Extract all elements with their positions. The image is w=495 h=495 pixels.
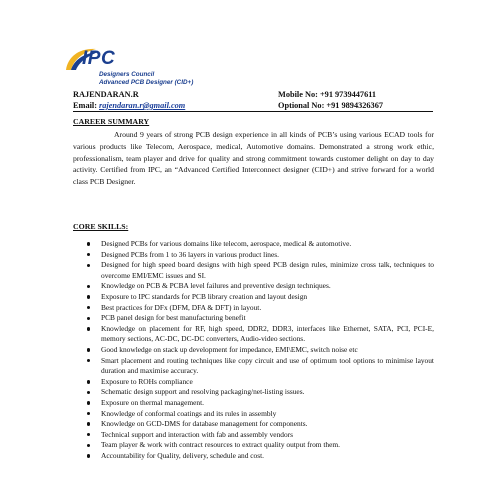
email-line xyxy=(73,101,185,110)
skill-text: Best practices for DFx (DFM, DFA & DFT) in layout. xyxy=(101,302,262,312)
skill-text: Technical support and interaction with fab and assembly vendors xyxy=(101,429,293,439)
skill-item xyxy=(73,377,434,388)
skill-item xyxy=(73,398,434,409)
skill-text: Designed PCBs for various domains like telecom, aerospace, medical & automotive. xyxy=(101,239,352,248)
bullet-icon xyxy=(87,306,90,309)
bullet-icon xyxy=(87,295,90,298)
skill-text: Knowledge on placement for RF, high speed, DDR2, DDR3, interfaces like Ethernet, SATA, PCI, PCI-E, memory sections, AC-DC, DC-DC converters, Audio-video sections. xyxy=(101,323,434,344)
skill-item xyxy=(73,430,434,441)
bullet-icon xyxy=(87,327,90,330)
bullet-icon xyxy=(87,380,90,383)
skill-item xyxy=(73,313,434,324)
skill-item xyxy=(73,451,434,462)
core-skills-title: CORE SKILLS: xyxy=(73,222,129,231)
skill-text: Schematic design support and resolving packaging/net-listing issues. xyxy=(101,387,305,397)
skill-text: Exposure to ROHs compliance xyxy=(101,376,193,386)
skill-item xyxy=(73,419,434,430)
skill-item xyxy=(73,356,434,377)
mobile-number: Mobile No: +91 9739447611 xyxy=(278,90,377,99)
skill-text: Designed PCBs from 1 to 36 layers in various product lines. xyxy=(101,249,279,259)
skill-item xyxy=(73,387,434,398)
optional-number: Optional No: +91 9894326367 xyxy=(278,101,383,110)
header-divider xyxy=(73,111,433,112)
bullet-icon xyxy=(87,433,90,436)
email-link[interactable]: rajendaran.r@gmail.com xyxy=(99,101,186,110)
skill-item xyxy=(73,239,434,250)
bullet-icon xyxy=(87,391,90,394)
bullet-icon xyxy=(87,242,90,245)
ipc-logo xyxy=(62,46,222,90)
skill-item xyxy=(73,292,434,303)
skill-item xyxy=(73,440,434,451)
skill-text: Designed for high speed board designs with high speed PCB design rules, minimize cross talk, techniques to overcome EMI/EMC issues and SI. xyxy=(101,260,434,280)
skill-text: Knowledge on GCD-DMS for database management for components. xyxy=(101,419,308,429)
skill-text: Exposure on thermal management. xyxy=(101,397,205,407)
bullet-icon xyxy=(87,348,90,351)
bullet-icon xyxy=(87,359,90,362)
core-skills-list xyxy=(73,239,434,461)
skill-text: PCB panel design for best manufacturing benefit xyxy=(101,313,246,323)
skill-item xyxy=(73,409,434,420)
bullet-icon xyxy=(87,317,90,320)
bullet-icon xyxy=(87,264,90,267)
bullet-icon xyxy=(87,412,90,415)
skill-item xyxy=(73,250,434,261)
logo-brand: IPC xyxy=(82,48,116,69)
bullet-icon xyxy=(87,444,90,447)
skill-text: Accountability for Quality, delivery, schedule and cost. xyxy=(101,450,265,460)
logo-subtitle-line2: Advanced PCB Designer (CID+) xyxy=(99,78,194,86)
skill-text: Smart placement and routing techniques like copy circuit and use of optimum tool options to minimise layout duration and maximise accuracy. xyxy=(101,355,434,376)
skill-text: Knowledge on PCB & PCBA level failures and preventive design techniques. xyxy=(101,281,331,291)
skill-item xyxy=(73,303,434,314)
bullet-icon xyxy=(87,401,90,404)
skill-text: Good knowledge on stack up development for impedance, EMI\EMC, switch noise etc xyxy=(101,344,358,354)
career-summary-title: CAREER SUMMARY xyxy=(73,117,150,126)
skill-text: Knowledge of conformal coatings and its rules in assembly xyxy=(101,408,277,418)
candidate-name: RAJENDARAN.R xyxy=(73,90,139,99)
bullet-icon xyxy=(87,285,90,288)
skill-item xyxy=(73,345,434,356)
skill-item xyxy=(73,281,434,292)
logo-subtitle-line1: Designers Council xyxy=(99,71,155,78)
skill-item xyxy=(73,260,434,281)
bullet-icon xyxy=(87,422,90,425)
skill-text: Exposure to IPC standards for PCB library creation and layout design xyxy=(101,291,308,301)
logo-subtitle xyxy=(99,71,193,86)
career-summary-text: Around 9 years of strong PCB design experience in all kinds of PCB’s using various ECAD tools for various products like Telecom, Aerospace, medical, Automotive domains. Demonstrated a strong work ethic, professionalism, team player and drive for quality and strong commitment towards customer delight on day to day activity. Certified from IPC, an “Advanced Certified Interconnect designer (CID+) and strive forward for a world class PCB Designer. xyxy=(73,130,434,187)
skill-text: Team player & work with contract resources to extract quality output from them. xyxy=(101,440,340,450)
skill-item xyxy=(73,324,434,345)
email-label: Email: xyxy=(73,101,100,110)
bullet-icon xyxy=(87,454,90,457)
bullet-icon xyxy=(87,253,90,256)
